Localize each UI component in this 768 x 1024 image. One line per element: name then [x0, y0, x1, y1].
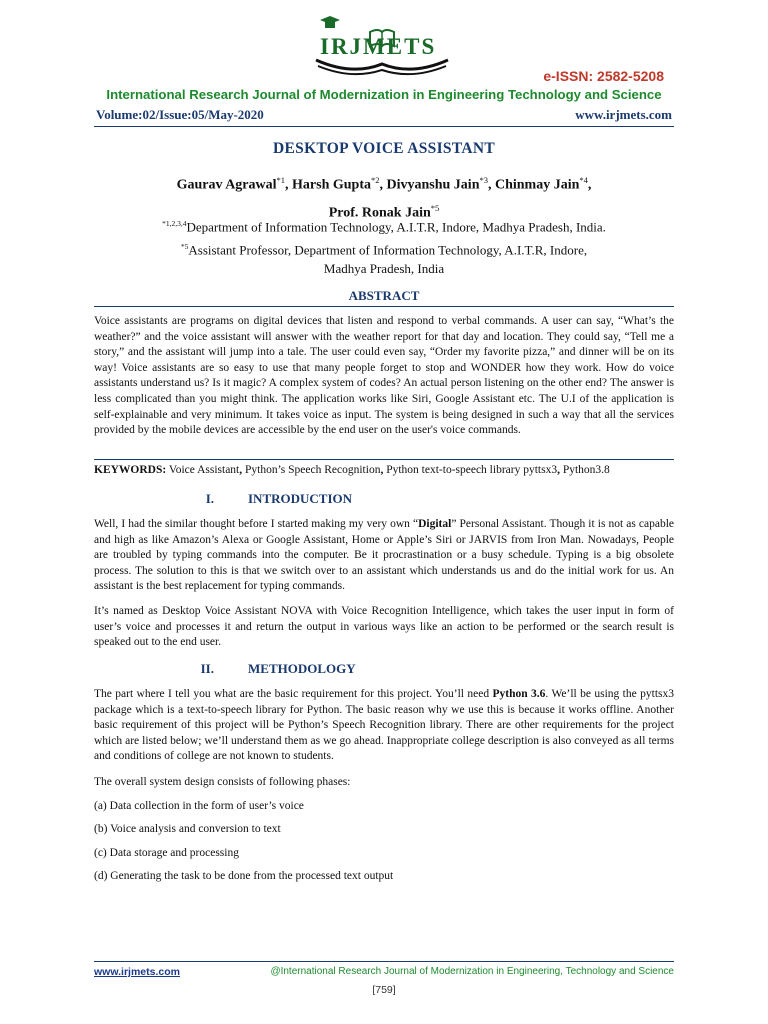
author-name: Harsh Gupta: [292, 177, 371, 193]
section-number: II.: [200, 661, 214, 676]
abstract-text: Voice assistants are programs on digital devices that listen and respond to verbal commands. A user can say, “What’s the weather?” and the voice assistant will answer with the weather report for that day and location. They could say, “Tell me a story,” and the assistant will jump into a tale. The user could even say, “Order my favorite pizza,” and dinner will be on its way! Voice assistants are so easy to use that many people forget to stop and WONDER how they work. How do voice assistants understand us? Is it magic? A complex system of codes? An actual person listening on the other end? The answer is less complicated than you might think. The application works like Siri, Google Assistant etc. The U.I of the application is self-explainable and very minimum. It takes voice as input. The system is being designed in such a way that all the services provided by the mobile devices are accessible by the end user on the user's voice commands.: [94, 315, 674, 437]
author-name: Prof. Ronak Jain: [328, 205, 431, 221]
introduction-paragraph-2: It’s named as Desktop Voice Assistant NOVA with Voice Recognition Intelligence, which takes the user input in form of user’s voice and processes it and return the output in various ways like an action to be performed or the search result is speaked out to the end user.: [94, 605, 674, 649]
text-run: Well, I had the similar thought before I started making my very own “: [94, 518, 419, 530]
paper-title: DESKTOP VOICE ASSISTANT: [273, 140, 495, 157]
issn: e-ISSN: 2582-5208: [543, 68, 664, 84]
affiliation-text: Assistant Professor, Department of Information Technology, A.I.T.R, Indore,: [188, 242, 588, 258]
affiliation-1: [94, 215, 674, 236]
abstract-top-rule: [94, 306, 674, 307]
introduction-heading: [94, 491, 674, 507]
graduation-cap-icon: [320, 16, 340, 28]
volume-issue: Volume:02/Issue:05/May-2020: [96, 107, 264, 122]
methodology-heading: [94, 661, 674, 677]
journal-website[interactable]: www.irjmets.com: [575, 107, 672, 122]
journal-name: International Research Journal of Modernization in Engineering Technology and Science: [106, 87, 662, 102]
author-marker: *2: [371, 175, 380, 185]
methodology-paragraph-2: The overall system design consists of following phases:: [94, 776, 351, 788]
phase-item: (b) Voice analysis and conversion to text: [94, 823, 281, 835]
text-run: . We’ll be using the pyttsx3 package which is a text-to-speech library for Python. The basic reason why we use this is because it works offline. Another basic requirement of this project will be Python’s Speech Recognition library. There are other requirements for the project which are listed below; we’ll understand them as we go ahead. Inappropriate college description is also conveyed as all terms and conditions of college are not known to students.: [94, 688, 674, 763]
author-marker: *4: [579, 175, 588, 185]
author-marker: *3: [479, 175, 488, 185]
keywords-label: KEYWORDS:: [94, 464, 167, 476]
page-number: [759]: [372, 984, 396, 996]
section-title: METHODOLOGY: [248, 661, 356, 676]
keyword: Python’s Speech Recognition: [242, 464, 381, 476]
affiliation-marker: *5: [180, 242, 189, 251]
phase-item: (a) Data collection in the form of user’s voice: [94, 800, 304, 812]
author-name: Gaurav Agrawal: [176, 177, 277, 193]
keyword-separator: ,: [380, 464, 384, 476]
footer-divider: [94, 961, 674, 962]
phase-item: (d) Generating the task to be done from the processed text output: [94, 870, 394, 882]
keyword: Python3.8: [559, 464, 610, 476]
abstract-bottom-rule: [94, 459, 674, 460]
keyword-separator: ,: [557, 464, 560, 476]
emphasis-text: Python 3.6: [492, 688, 546, 700]
affiliation-2: [94, 238, 674, 259]
keyword-separator: ,: [239, 464, 243, 476]
methodology-paragraph-1: [94, 687, 674, 765]
phase-item: (c) Data storage and processing: [94, 847, 239, 859]
author-list: Gaurav Agrawal$^{*1}$, Harsh Gupta$^{*2}$, Divyanshu Jain$^{*3}$, Chinmay Jain$^{*4}$, Prof. Ronak Jain$^{*5}$: [176, 175, 592, 221]
text-run: ” Personal Assistant. Though it is not as capable and high as like Amazon’s Alexa or Google Assistant, Home or Apple’s Siri or JARVIS from Iron Man. Nowadays, People are troubled by typing commands into the computer. Be it procrastination or a busy schedule. Typing is a big obsolete process. The solution to this is that we switch over to an assistant which understands us and do the initial work for us. An assistant is the best replacement for typing commands.: [94, 518, 675, 593]
affiliation-text: Department of Information Technology, A.I.T.R, Indore, Madhya Pradesh, India.: [186, 219, 606, 235]
header-divider: [94, 126, 674, 127]
keyword: Voice Assistant: [166, 464, 240, 476]
affiliation-marker: *1,2,3,4: [162, 219, 187, 228]
author-name: Divyanshu Jain: [386, 177, 480, 193]
logo-text: IRJMETS: [320, 34, 437, 59]
affiliation-2-cont: Madhya Pradesh, India: [323, 261, 445, 276]
section-number: I.: [205, 491, 214, 506]
emphasis-text: Digital: [418, 518, 452, 530]
footer-website-link[interactable]: www.irjmets.com: [94, 966, 180, 978]
abstract-heading: ABSTRACT: [348, 288, 420, 303]
text-run: The part where I tell you what are the basic requirement for this project. You’ll need: [94, 688, 493, 700]
keywords: [94, 463, 674, 479]
footer-journal: @International Research Journal of Modernization in Engineering, Technology and Science: [270, 966, 674, 977]
author-marker: *5: [430, 202, 440, 213]
author-marker: *1: [276, 175, 286, 185]
author-name: Chinmay Jain: [494, 177, 580, 193]
keyword: Python text-to-speech library pyttsx3: [383, 464, 558, 476]
section-title: INTRODUCTION: [248, 491, 353, 506]
introduction-paragraph-1: [94, 517, 674, 595]
